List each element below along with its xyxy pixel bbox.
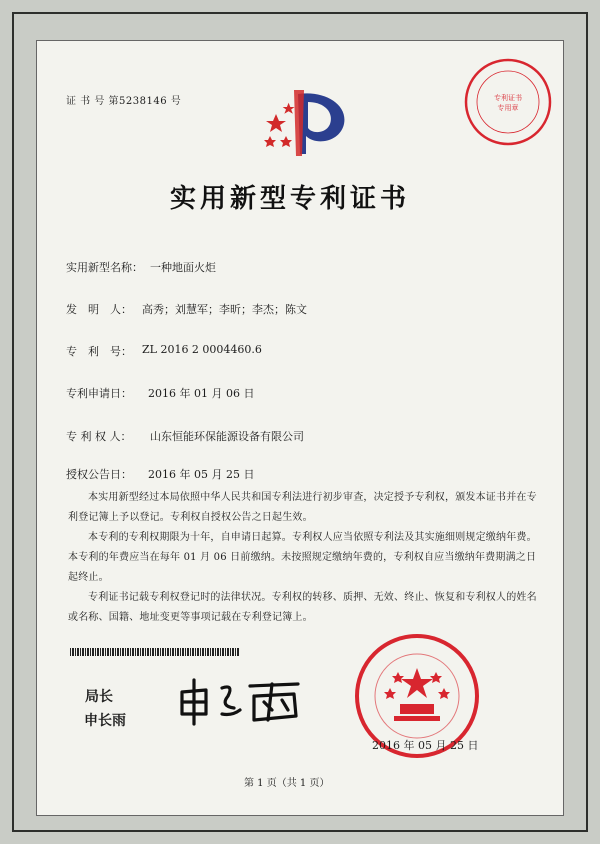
patent-number-label: 专 利 号： <box>66 345 132 358</box>
page-info: 第 1 页（共 1 页） <box>244 778 330 789</box>
paragraph-grant-decision: 本实用新型经过本局依照中华人民共和国专利法进行初步审查，决定授予专利权，颁发本证书并在专利登记簿上予以登记。专利权自授权公告之日起生效。 <box>68 492 537 523</box>
sipo-logo <box>258 84 354 160</box>
certificate-title: 实用新型专利证书 <box>170 184 411 214</box>
utility-model-name-value: 一种地面火炬 <box>150 261 216 274</box>
patentee-value: 山东恒能环保能源设备有限公司 <box>150 430 304 443</box>
patentee-label: 专 利 权 人： <box>66 430 132 443</box>
inventor-value: 高秀；刘慧军；李昕；李杰；陈文 <box>142 303 307 316</box>
director-title: 局长 <box>85 689 113 705</box>
filing-date-value: 2016 年 01 月 06 日 <box>148 387 255 400</box>
svg-text:专用章: 专用章 <box>497 104 519 112</box>
paragraph-term-and-fees: 本专利的专利权期限为十年，自申请日起算。专利权人应当依照专利法及其实施细则规定缴纳年费。本专利的年费应当在每年 01 月 06 日前缴纳。未按照规定缴纳年费的，专利权自应当缴纳年费期满之日起终止。 <box>68 532 537 583</box>
patent-number-value: ZL 2016 2 0004460.6 <box>142 343 262 356</box>
top-official-seal <box>462 56 554 148</box>
director-signature <box>176 676 306 728</box>
utility-model-name-label: 实用新型名称： <box>66 261 143 274</box>
barcode <box>70 648 240 656</box>
filing-date-label: 专利申请日： <box>66 387 132 400</box>
director-name: 申长雨 <box>84 713 126 729</box>
paragraph-legal-status: 专利证书记载专利权登记时的法律状况。专利权的转移、质押、无效、终止、恢复和专利权人的姓名或名称、国籍、地址变更等事项记载在专利登记簿上。 <box>68 592 537 623</box>
stamp-date: 2016 年 05 月 25 日 <box>372 739 479 752</box>
svg-text:专利证书: 专利证书 <box>494 94 522 102</box>
grant-date-label: 授权公告日： <box>66 468 132 481</box>
certificate-number: 证 书 号 第5238146 号 <box>66 96 182 107</box>
grant-date-value: 2016 年 05 月 25 日 <box>148 468 255 481</box>
inventor-label: 发 明 人： <box>66 303 132 316</box>
